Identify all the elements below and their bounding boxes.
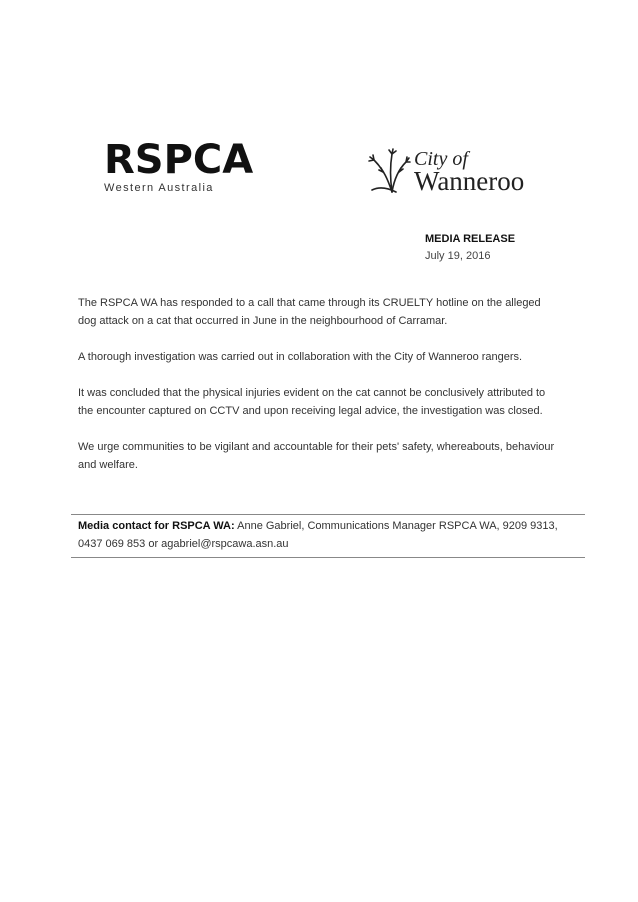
kangaroo-paw-icon: [366, 146, 412, 194]
release-title: MEDIA RELEASE: [425, 233, 516, 245]
media-contact-text: Anne Gabriel, Communications Manager RSPCA WA, 9209 9313, 0437 069 853 or agabriel@rspcawa.asn.au: [78, 520, 558, 550]
body-paragraph-2: A thorough investigation was carried out in collaboration with the City of Wanneroo rangers.: [78, 351, 523, 363]
rspca-logo-subtitle: Western Australia: [104, 182, 214, 194]
media-contact-label: Media contact for RSPCA WA:: [78, 520, 235, 532]
rspca-logo-wordmark: RSPCA: [104, 137, 254, 183]
release-date: July 19, 2016: [425, 250, 491, 262]
body-paragraph-3: It was concluded that the physical injuries evident on the cat cannot be conclusively attributed to the encounter captured on CCTV and upon receiving legal advice, the investigation was closed.: [78, 387, 546, 417]
rspca-logo: [104, 137, 254, 194]
body-paragraph-1: The RSPCA WA has responded to a call that came through its CRUELTY hotline on the alleged dog attack on a cat that occurred in June in the neighbourhood of Carramar.: [78, 297, 541, 327]
city-logo-line2: Wanneroo: [414, 166, 525, 196]
media-contact-box: [71, 514, 585, 558]
release-header: [425, 231, 515, 265]
body-paragraph-4: We urge communities to be vigilant and accountable for their pets' safety, whereabouts, behaviour and welfare.: [78, 441, 555, 471]
city-logo-line1: City of: [414, 148, 468, 170]
release-body: [78, 294, 558, 492]
